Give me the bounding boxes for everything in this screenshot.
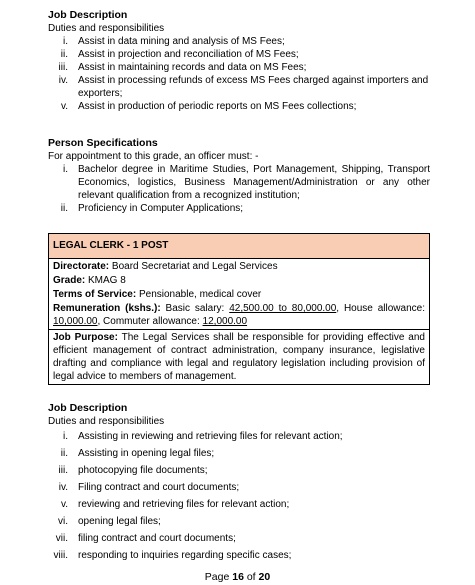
list-item: vi. opening legal files; bbox=[58, 516, 161, 527]
section-intro: For appointment to this grade, an officer must: - bbox=[48, 151, 259, 162]
list-item: ii. Assisting in opening legal files; bbox=[60, 448, 215, 459]
remuneration-row: Remuneration (kshs.): Basic salary: 42,500.00 to 80,000.00, House allowance: 10,000.00, Commuter allowance: 12,000.00 bbox=[53, 303, 425, 327]
job-description-section-1 bbox=[48, 9, 430, 113]
duties-list bbox=[48, 35, 430, 113]
section-intro: Duties and responsibilities bbox=[48, 23, 165, 34]
terms-row: Terms of Service: Pensionable, medical cover bbox=[53, 289, 262, 300]
list-item: i. Assisting in reviewing and retrieving files for relevant action; bbox=[63, 431, 343, 442]
job-title: LEGAL CLERK - 1 POST bbox=[49, 234, 429, 259]
section-heading: Job Description bbox=[48, 9, 128, 21]
list-item: i. Assist in data mining and analysis of MS Fees; bbox=[63, 36, 285, 47]
list-item: viii. responding to inquiries regarding specific cases; bbox=[53, 550, 292, 561]
list-item: ii. Proficiency in Computer Applications; bbox=[60, 203, 244, 214]
list-item: i. Bachelor degree in Maritime Studies, Port Management, Shipping, Transport Economics, logistics, Business Management/Administration or any other relevant qualification from a recognized institution; bbox=[63, 164, 430, 201]
page-footer: Page 16 of 20 bbox=[204, 571, 271, 583]
list-item: vii. filing contract and court documents; bbox=[55, 533, 236, 544]
list-item: iii. Assist in maintaining records and data on MS Fees; bbox=[58, 62, 307, 73]
list-item: iv. Filing contract and court documents; bbox=[58, 482, 240, 493]
specifications-list bbox=[48, 163, 430, 215]
list-item: v. reviewing and retrieving files for relevant action; bbox=[60, 499, 290, 510]
grade-row: Grade: KMAG 8 bbox=[53, 275, 126, 286]
list-item: v. Assist in production of periodic reports on MS Fees collections; bbox=[60, 101, 357, 112]
directorate-row: Directorate: Board Secretariat and Legal Services bbox=[53, 261, 278, 272]
section-heading: Job Description bbox=[48, 402, 128, 414]
section-intro: Duties and responsibilities bbox=[48, 416, 165, 427]
current-page-number: 16 bbox=[232, 571, 244, 583]
list-item: iv. Assist in processing refunds of excess MS Fees charged against importers and exporters; bbox=[58, 75, 429, 99]
job-purpose-row: Job Purpose: The Legal Services shall be responsible for providing effective and efficient management of contract administration, company insurance, legislative drafting and compliance with legal and regulatory legislation including provision of legal advice to members of management. bbox=[49, 329, 429, 384]
list-item: iii. photocopying file documents; bbox=[58, 465, 208, 476]
job-description-section-2 bbox=[48, 402, 430, 566]
section-heading: Person Specifications bbox=[48, 137, 158, 149]
person-specifications-section bbox=[48, 137, 430, 215]
duties-list bbox=[48, 430, 430, 562]
list-item: ii. Assist in projection and reconciliation of MS Fees; bbox=[60, 49, 299, 60]
legal-clerk-job-box bbox=[48, 233, 430, 385]
total-pages: 20 bbox=[258, 571, 271, 583]
